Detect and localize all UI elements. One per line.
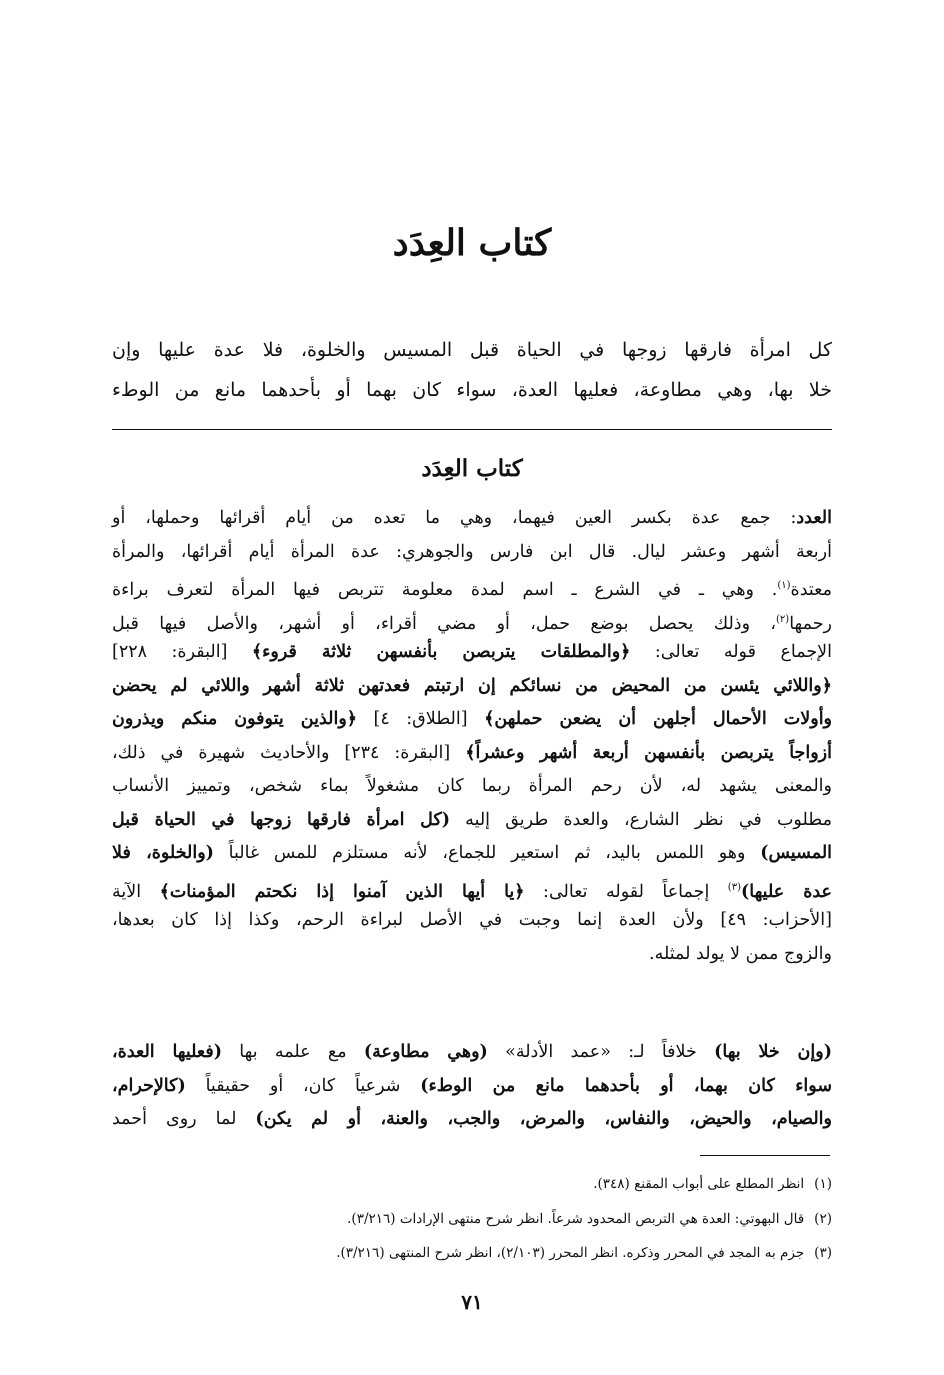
text-line (112, 502, 832, 536)
text-segment: وهو اللمس باليد، ثم استعير للجماع، لأنه مستلزم للمس غالباً (213, 843, 761, 863)
bold-text: وأولات الأحمال أجلهن أن يضعن حملهن﴾ (484, 709, 833, 729)
text-segment: [البقرة: ٢٣٤] والأحاديث شهيرة في ذلك، (112, 742, 466, 763)
footnote-text: قال البهوتي: العدة هي التربص المحدود شرعاً. انظر شرح منتهى الإرادات (٣/٢١٦). (347, 1210, 805, 1227)
footnote (112, 1239, 832, 1274)
matn-line: خلا بها، وهي مطاوعة، فعليها العدة، سواء كان بهما أو بأحدهما مانع من الوطء (112, 379, 832, 401)
bold-text: ﴿والمطلقات يتربصن بأنفسهن ثلاثة قروء﴾ (251, 642, 631, 662)
footnote-text: انظر المطلع على أبواب المقنع (٣٤٨). (593, 1176, 805, 1192)
text-line (112, 904, 832, 938)
text-segment: أربعة أشهر وعشر ليال. قال ابن فارس والجوهري: عدة المرأة أيام أقرائها، والمرأة (112, 541, 832, 562)
bold-text: (كل امرأة فارقها زوجها في الحياة قبل (112, 809, 451, 830)
footnote-ref: (١) (777, 580, 791, 591)
bold-text: ﴿يا أيها الذين آمنوا إذا نكحتم المؤمنات﴾ (159, 881, 525, 902)
section-divider (112, 429, 832, 430)
bold-text: عدة عليها) (740, 881, 832, 902)
text-segment: [البقرة: ٢٢٨] (112, 642, 252, 662)
text-line (112, 837, 832, 871)
text-segment: والزوج ممن لا يولد لمثله. (649, 943, 832, 964)
text-line (112, 737, 832, 771)
matn-text (112, 330, 832, 410)
text-segment: : جمع عدة بكسر العين فيهما، وهي ما تعده من أيام أقرائها وحملها، أو (112, 508, 797, 528)
text-segment: شرعياً كان، أو حقيقياً (185, 1075, 421, 1096)
text-segment: خلافاً لـ: «عمد الأدلة» (487, 1042, 715, 1062)
page-title: كتاب العِدَد (392, 222, 552, 264)
text-segment: رحمها (789, 613, 832, 634)
text-segment: [الأحزاب: ٤٩] ولأن العدة إنما وجبت في الأصل لبراءة الرحم، وكذا إذا كان بعدها، (112, 910, 832, 930)
footnote-text: جزم به المجد في المحرر وذكره. انظر المحرر (٢/١٠٣)، انظر شرح المنتهى (٣/٢١٦). (336, 1245, 805, 1261)
text-segment: مع علمه بها (222, 1042, 364, 1062)
text-line (112, 938, 832, 972)
matn-line: كل امرأة فارقها زوجها في الحياة قبل المسيس والخلوة، فلا عدة عليها وإن (112, 339, 832, 361)
footnote (112, 1170, 832, 1205)
footnotes (112, 1170, 832, 1274)
text-segment: ، وذلك يحصل بوضع حمل، أو مضي أقراء، أو أشهر، والأصل فيها قبل (112, 613, 777, 634)
page-number: ٧١ (461, 1290, 483, 1314)
bold-text: سواء كان بهما، أو بأحدهما مانع من الوطء) (420, 1075, 832, 1096)
bold-text: (فعليها العدة، (112, 1042, 223, 1062)
footnote-divider (700, 1155, 830, 1156)
text-line (112, 871, 832, 905)
commentary-paragraph (112, 502, 832, 971)
footnote-number: (٣) (814, 1245, 832, 1261)
text-line (112, 770, 832, 804)
bold-text: أزواجاً يتربصن بأنفسهن أربعة أشهر وعشراً﴾ (465, 742, 832, 763)
text-segment: إجماعاً لقوله تعالى: (524, 881, 728, 902)
bold-text: (وإن خلا بها) (714, 1042, 832, 1062)
bold-text: (والخلوة، فلا (112, 843, 214, 863)
footnote-ref: (٣) (727, 881, 741, 893)
text-line (112, 1103, 832, 1137)
bold-text: ﴿والذين يتوفون منكم ويذرون (112, 709, 358, 729)
text-line (112, 636, 832, 670)
text-line (112, 536, 832, 570)
bold-text: ﴿واللائي يئسن من المحيض من نسائكم إن ارتبتم فعدتهن ثلاثة أشهر واللائي لم يحضن (112, 675, 833, 696)
text-line (112, 1036, 832, 1070)
text-segment: معتدة (790, 579, 832, 600)
text-line (112, 1070, 832, 1104)
section-heading: كتاب العِدَد (421, 455, 523, 482)
text-line (112, 804, 832, 838)
bold-text: العدد (796, 508, 832, 528)
bold-text: والصيام، والحيض، والنفاس، والمرض، والجب، والعنة، أو لم يكن) (255, 1109, 832, 1129)
text-segment: مطلوب في نظر الشارع، والعدة طريق إليه (450, 809, 832, 830)
commentary-paragraph (112, 1036, 832, 1137)
footnote-ref: (٢) (776, 613, 790, 625)
bold-text: (كالإحرام، (112, 1075, 186, 1096)
text-line (112, 703, 832, 737)
text-segment: والمعنى يشهد له، لأن رحم المرأة ربما كان مشغولاً بماء شخص، وتمييز الأنساب (112, 776, 832, 796)
text-segment: [الطلاق: ٤] (357, 709, 485, 729)
text-line (112, 569, 832, 603)
bold-text: المسيس) (760, 843, 833, 863)
footnote-number: (١) (814, 1176, 832, 1192)
footnote-number: (٢) (814, 1210, 832, 1227)
footnote (112, 1205, 832, 1240)
text-line (112, 603, 832, 637)
text-segment: الآية (112, 881, 160, 902)
text-segment: الإجماع قوله تعالى: (630, 642, 832, 662)
text-segment: . وهي ـ في الشرع ـ اسم لمدة معلومة تتربص فيها المرأة لتعرف براءة (112, 579, 778, 600)
text-line (112, 670, 832, 704)
bold-text: (وهي مطاوعة) (363, 1042, 488, 1062)
text-segment: لما روى أحمد (112, 1109, 256, 1129)
